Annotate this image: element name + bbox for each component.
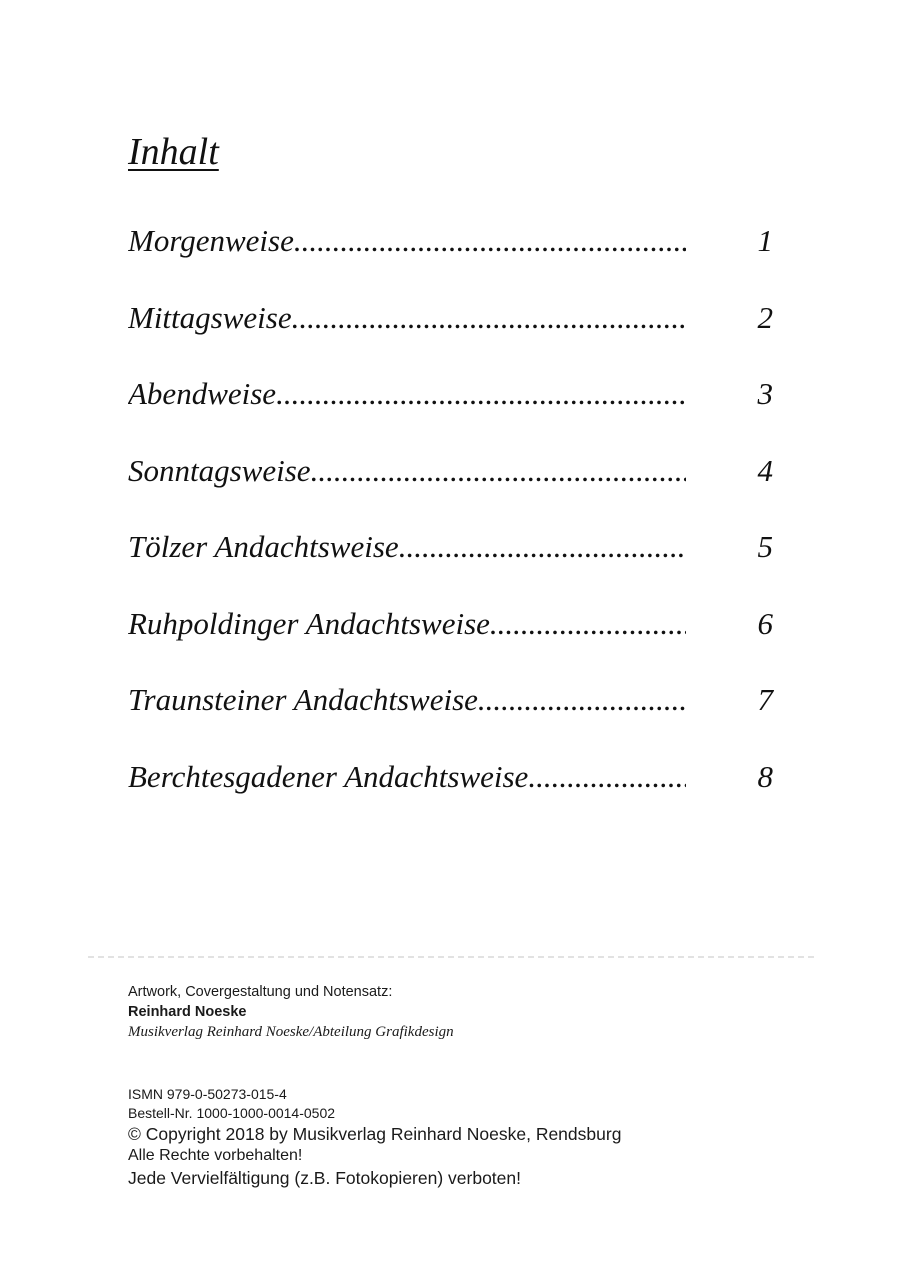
toc-entry <box>128 220 773 297</box>
toc-entry-page: 5 <box>757 529 773 564</box>
toc-entry-title: Sonntagsweise ..... <box>128 450 686 492</box>
toc-entry <box>128 526 773 603</box>
toc-entry-title: Ruhpoldinger Andachtsweise ..... <box>128 603 686 645</box>
toc-entry-page: 8 <box>757 758 773 794</box>
toc-entry <box>128 450 773 527</box>
table-of-contents <box>128 220 773 832</box>
toc-entry-page: 3 <box>757 376 773 411</box>
order-number: Bestell-Nr. 1000-1000-0014-0502 <box>128 1105 336 1121</box>
toc-entry-page: 2 <box>757 299 773 335</box>
toc-entry-page: 4 <box>757 452 773 488</box>
toc-entry <box>128 756 773 833</box>
copyright-notice: © Copyright 2018 by Musikverlag Reinhard Noeske, Rendsburg <box>128 1124 622 1144</box>
toc-entry-page: 6 <box>757 605 773 641</box>
credits-block <box>128 982 454 1042</box>
legal-block <box>128 1085 621 1190</box>
toc-entry-title: Berchtesgadener Andachtsweise ..... <box>128 756 686 798</box>
credits-name: Reinhard Noeske <box>128 1004 247 1020</box>
rights-notice: Alle Rechte vorbehalten! <box>128 1147 303 1164</box>
credits-department: Musikverlag Reinhard Noeske/Abteilung Grafikdesign <box>128 1024 454 1040</box>
toc-entry-title: Tölzer Andachtsweise ..... <box>128 526 686 568</box>
toc-entry <box>128 603 773 680</box>
toc-entry <box>128 373 773 450</box>
page-title: Inhalt <box>128 131 219 173</box>
copy-prohibition-notice: Jede Vervielfältigung (z.B. Fotokopieren) verboten! <box>128 1168 521 1188</box>
toc-entry-title: Traunsteiner Andachtsweise ..... <box>128 679 686 721</box>
toc-entry <box>128 679 773 756</box>
toc-entry-title: Abendweise ..... <box>128 373 686 415</box>
toc-entry <box>128 297 773 374</box>
toc-entry-page: 7 <box>757 682 773 717</box>
ismn-number: ISMN 979-0-50273-015-4 <box>128 1086 287 1102</box>
toc-entry-title: Mittagsweise ..... <box>128 297 686 339</box>
credits-label: Artwork, Covergestaltung und Notensatz: <box>128 984 393 1000</box>
toc-entry-page: 1 <box>757 223 773 258</box>
toc-entry-title: Morgenweise ..... <box>128 220 686 262</box>
section-divider <box>88 956 814 958</box>
